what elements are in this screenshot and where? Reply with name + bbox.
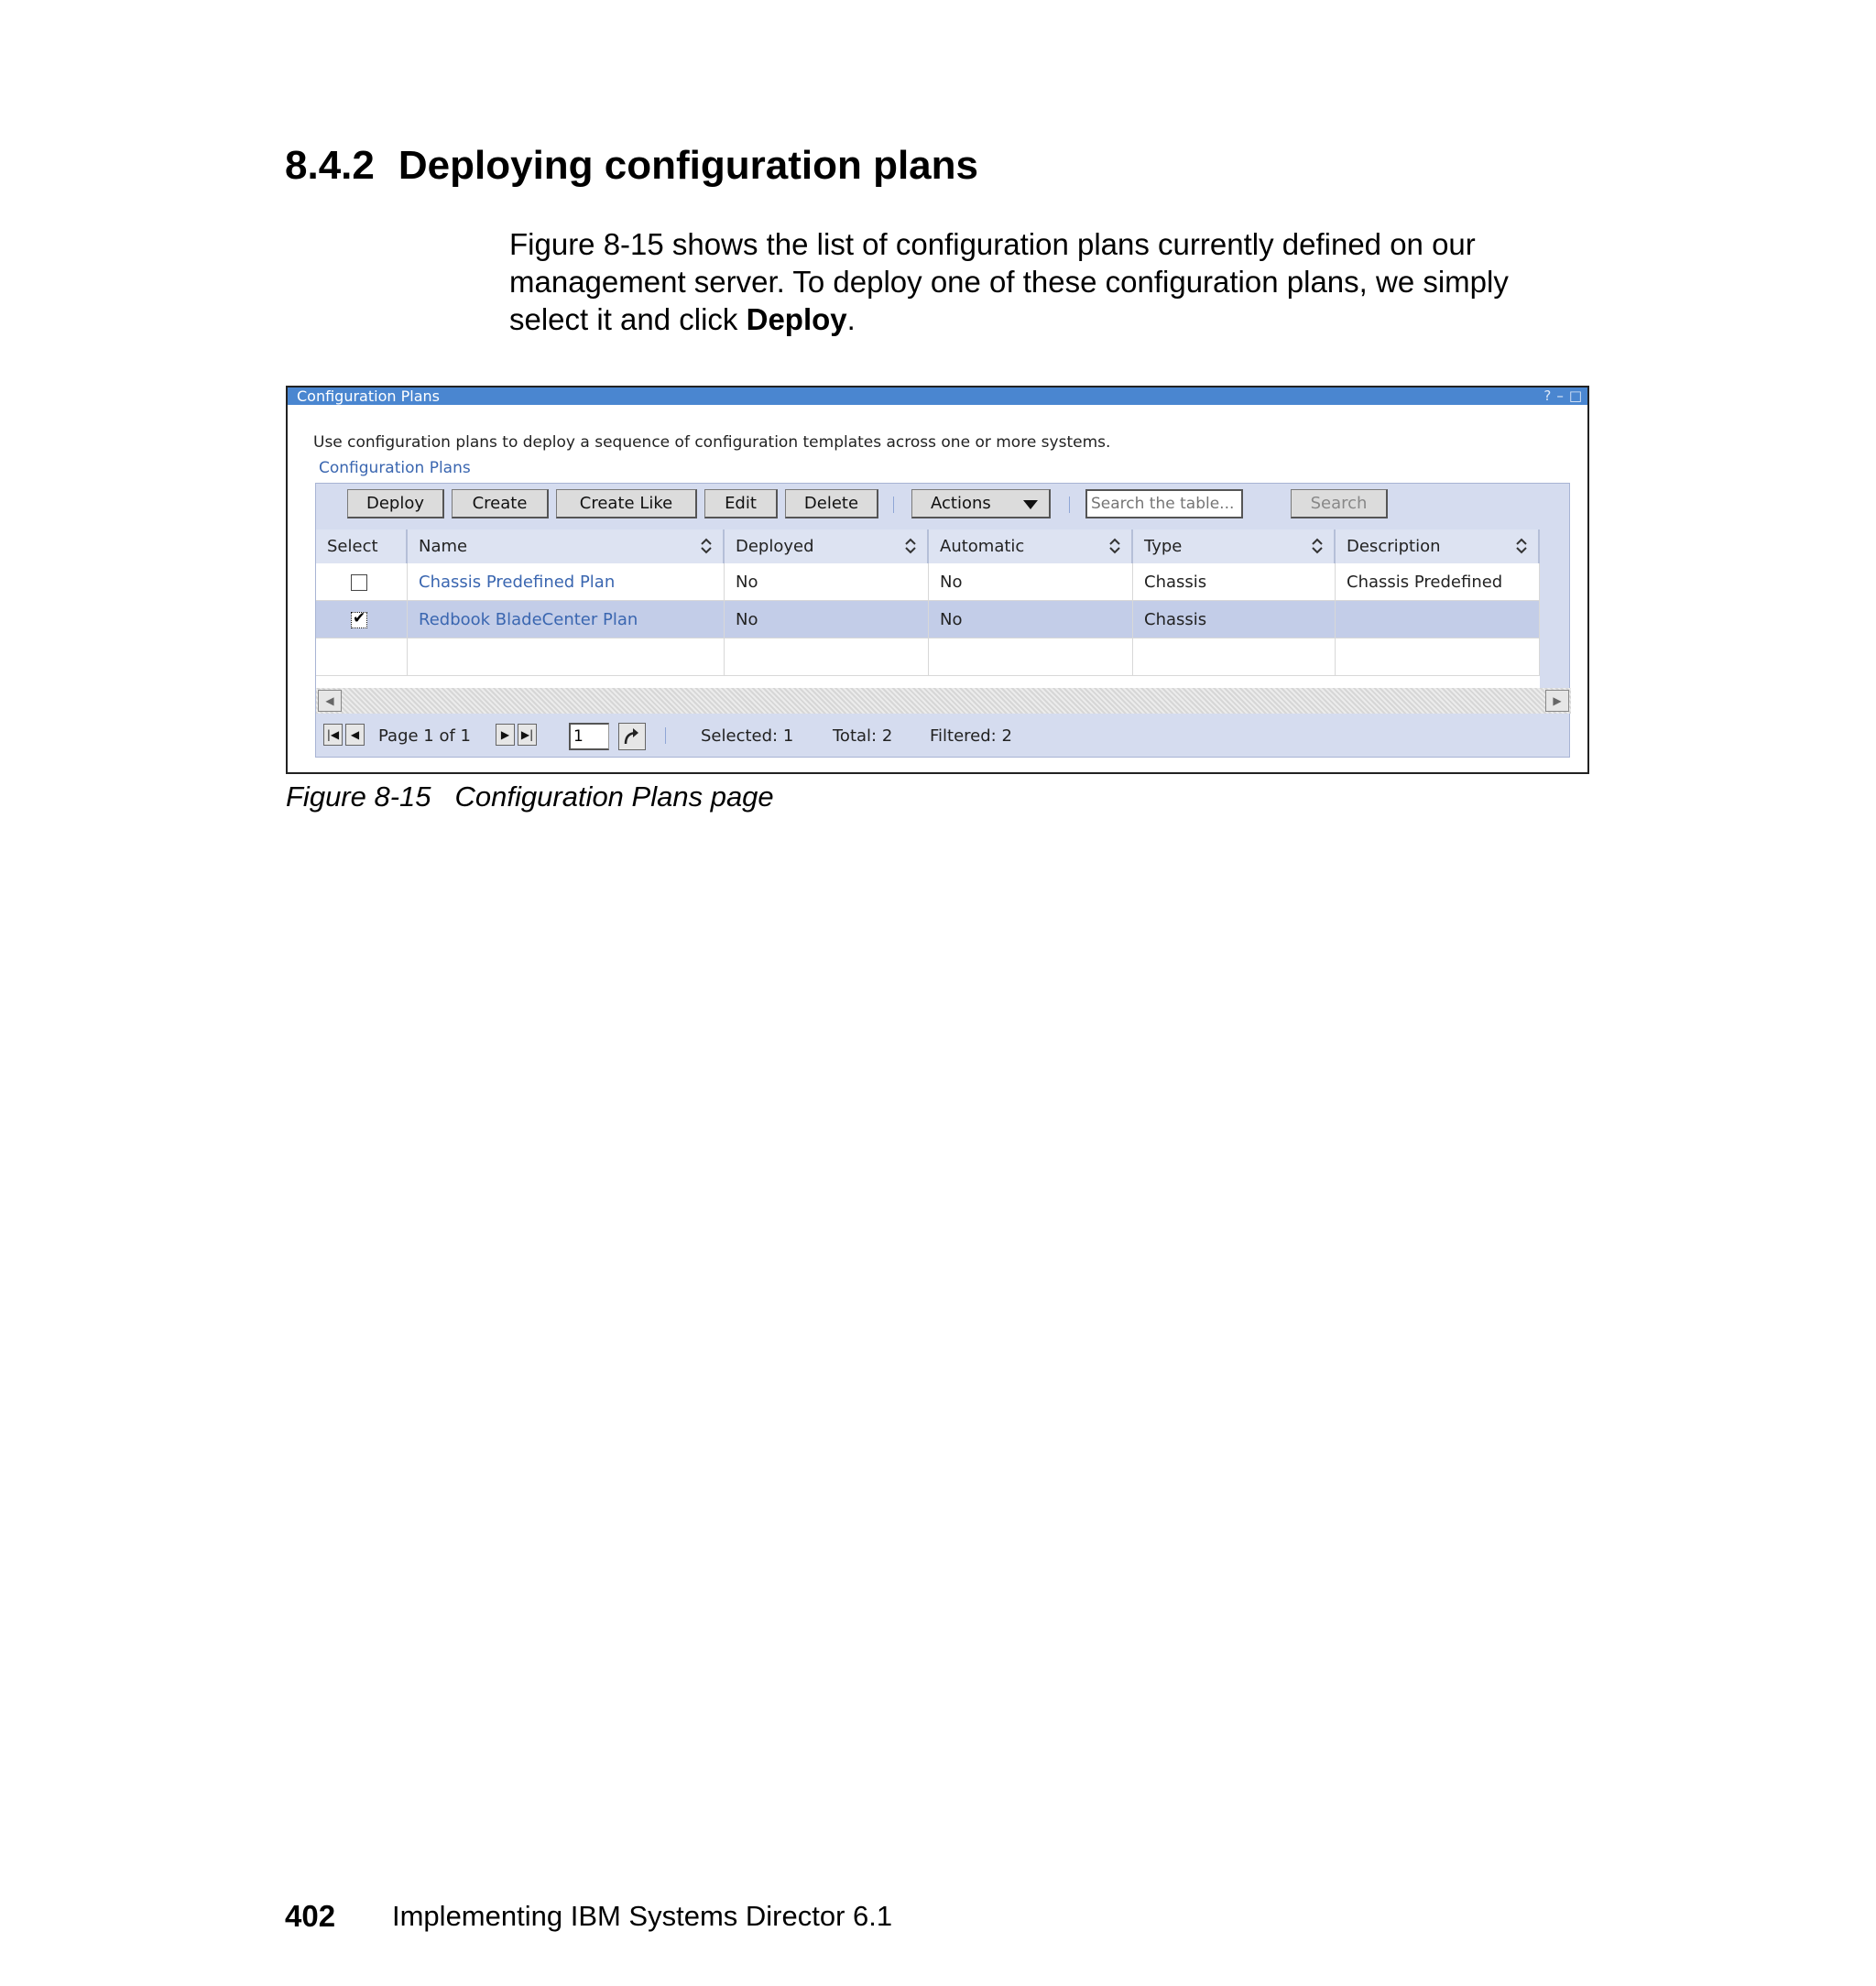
book-title: Implementing IBM Systems Director 6.1 xyxy=(392,1900,893,1932)
figure-caption xyxy=(286,780,774,813)
figure-title: Configuration Plans page xyxy=(454,780,774,813)
sort-icon[interactable] xyxy=(1516,538,1527,554)
previous-page-icon[interactable]: ◀ xyxy=(345,724,365,746)
column-header-select: Select xyxy=(316,529,408,563)
automatic-cell: No xyxy=(929,601,1133,638)
select-cell xyxy=(316,563,408,601)
automatic-cell: No xyxy=(929,563,1133,601)
actions-dropdown[interactable] xyxy=(911,489,1051,518)
column-header-label: Type xyxy=(1144,537,1183,556)
search-input[interactable] xyxy=(1085,489,1243,518)
column-header-description[interactable] xyxy=(1336,529,1540,563)
panel-description: Use configuration plans to deploy a sequence of configuration templates across one or more systems. xyxy=(313,433,1111,452)
column-header-label: Automatic xyxy=(940,537,1025,556)
configuration-plans-panel xyxy=(286,386,1589,774)
column-header-label: Description xyxy=(1347,537,1441,556)
row-checkbox[interactable] xyxy=(351,574,367,591)
plan-name-link[interactable]: Chassis Predefined Plan xyxy=(408,563,725,601)
page-indicator: Page 1 of 1 xyxy=(378,726,471,746)
deployed-cell: No xyxy=(725,563,929,601)
scroll-right-icon[interactable]: ▶ xyxy=(1545,690,1569,712)
page-number-input[interactable] xyxy=(569,723,609,750)
sort-icon[interactable] xyxy=(701,538,712,554)
plans-table-container xyxy=(315,483,1570,758)
scroll-left-icon[interactable]: ◀ xyxy=(318,690,342,712)
create-like-button[interactable]: Create Like xyxy=(556,489,697,518)
delete-button[interactable]: Delete xyxy=(785,489,878,518)
create-button[interactable]: Create xyxy=(452,489,549,518)
section-heading xyxy=(285,143,978,189)
column-header-automatic[interactable] xyxy=(929,529,1133,563)
maximize-icon[interactable]: □ xyxy=(1568,387,1582,404)
last-page-icon[interactable]: ▶| xyxy=(518,724,537,746)
table-toolbar xyxy=(316,484,1569,526)
go-arrow-icon xyxy=(619,724,645,749)
column-header-type[interactable] xyxy=(1133,529,1336,563)
panel-titlebar xyxy=(288,387,1587,405)
chevron-down-icon xyxy=(1023,500,1038,509)
empty-cell xyxy=(1336,638,1540,676)
column-header-name[interactable] xyxy=(408,529,725,563)
table-row[interactable] xyxy=(316,563,1540,601)
horizontal-scrollbar[interactable] xyxy=(316,688,1571,714)
type-cell: Chassis xyxy=(1133,601,1336,638)
figure-number: Figure 8-15 xyxy=(286,780,431,813)
page-number: 402 xyxy=(285,1899,336,1933)
empty-cell xyxy=(408,638,725,676)
column-header-label: Name xyxy=(419,537,468,556)
description-cell xyxy=(1336,601,1540,638)
sort-icon[interactable] xyxy=(1109,538,1120,554)
intro-paragraph xyxy=(509,225,1572,338)
section-number: 8.4.2 xyxy=(285,143,375,188)
empty-cell xyxy=(929,638,1133,676)
panel-title: Configuration Plans xyxy=(297,387,440,405)
row-checkbox-checked[interactable] xyxy=(351,612,367,628)
go-to-page-button[interactable] xyxy=(618,723,646,750)
filtered-count: Filtered: 2 xyxy=(930,726,1012,746)
select-cell xyxy=(316,601,408,638)
empty-cell xyxy=(725,638,929,676)
toolbar-separator xyxy=(893,496,894,513)
first-page-icon[interactable]: |◀ xyxy=(323,724,343,746)
next-page-icon[interactable]: ▶ xyxy=(496,724,515,746)
table-pager xyxy=(316,718,1569,755)
plans-table xyxy=(316,529,1540,688)
deployed-cell: No xyxy=(725,601,929,638)
actions-label: Actions xyxy=(931,494,991,513)
table-row-selected[interactable] xyxy=(316,601,1540,638)
edit-button[interactable]: Edit xyxy=(704,489,778,518)
intro-text-end: . xyxy=(846,302,856,336)
empty-cell xyxy=(316,638,408,676)
sort-icon[interactable] xyxy=(1312,538,1323,554)
pager-separator xyxy=(665,727,666,744)
intro-bold-deploy: Deploy xyxy=(746,302,847,336)
description-cell: Chassis Predefined xyxy=(1336,563,1540,601)
breadcrumb[interactable]: Configuration Plans xyxy=(319,459,471,477)
toolbar-separator xyxy=(1069,496,1070,513)
help-icon[interactable]: ? xyxy=(1543,387,1552,404)
selected-count: Selected: 1 xyxy=(701,726,794,746)
empty-row xyxy=(316,638,1540,676)
column-header-deployed[interactable] xyxy=(725,529,929,563)
deploy-button[interactable]: Deploy xyxy=(347,489,444,518)
intro-text: Figure 8-15 shows the list of configuration plans currently defined on our management server. To deploy one of these configuration plans, we simply select it and click xyxy=(509,227,1509,336)
column-header-label: Deployed xyxy=(736,537,814,556)
plan-name-link[interactable]: Redbook BladeCenter Plan xyxy=(408,601,725,638)
minimize-icon[interactable]: – xyxy=(1556,387,1564,404)
type-cell: Chassis xyxy=(1133,563,1336,601)
empty-cell xyxy=(1133,638,1336,676)
sort-icon[interactable] xyxy=(905,538,916,554)
section-title: Deploying configuration plans xyxy=(398,143,978,188)
total-count: Total: 2 xyxy=(833,726,893,746)
search-button[interactable]: Search xyxy=(1291,489,1388,518)
